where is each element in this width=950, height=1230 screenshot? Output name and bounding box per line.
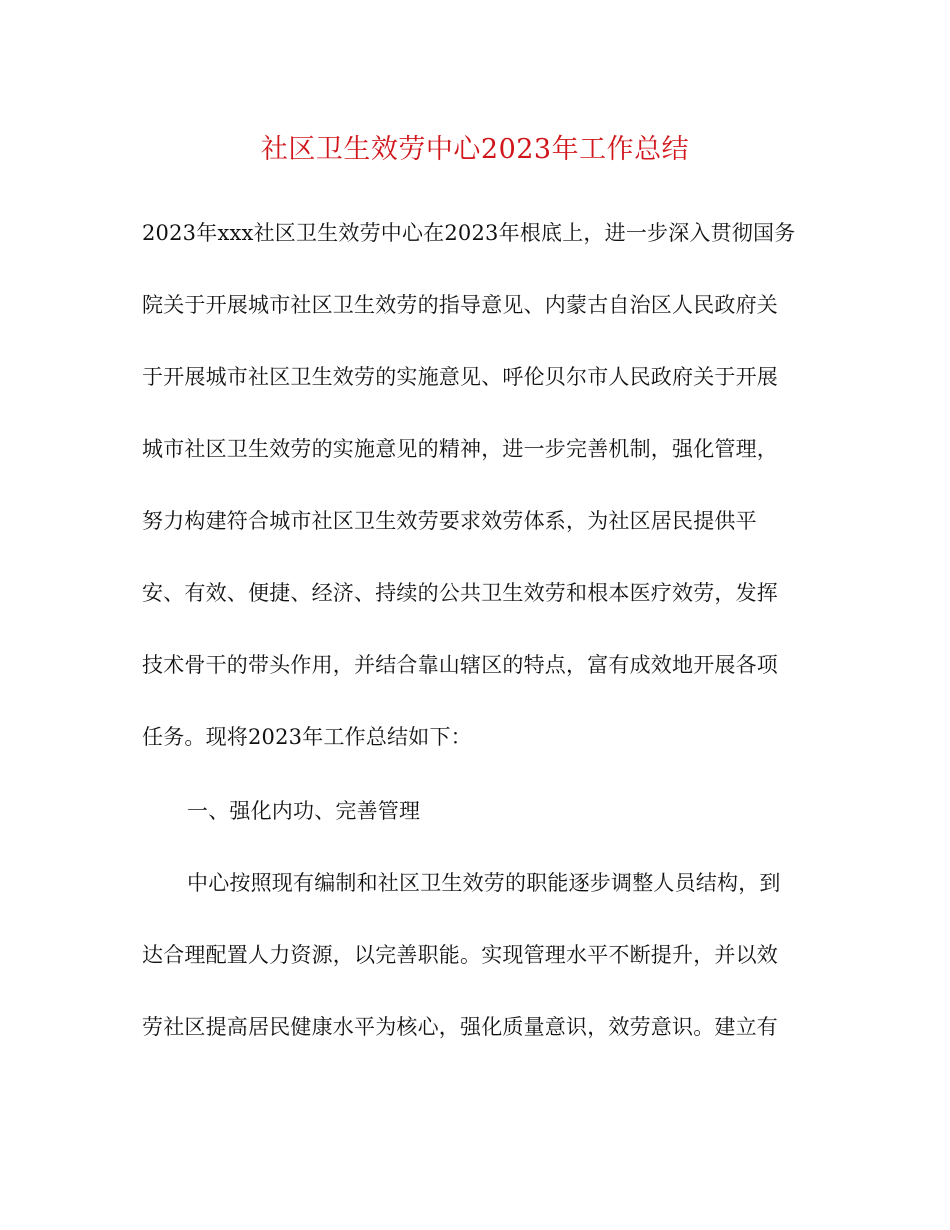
paragraph-line: 城市社区卫生效劳的实施意见的精神，进一步完善机制，强化管理， [142,437,778,461]
paragraph-line: 努力构建符合城市社区卫生效劳要求效劳体系，为社区居民提供平 [142,509,757,533]
paragraph-line: 院关于开展城市社区卫生效劳的指导意见、内蒙古自治区人民政府关 [142,293,778,317]
paragraph-line: 任务。现将2023年工作总结如下： [142,725,472,749]
paragraph-line: 达合理配置人力资源，以完善职能。实现管理水平不断提升，并以效 [142,943,778,967]
section-heading: 一、强化内功、完善管理 [187,799,421,823]
paragraph-line: 劳社区提高居民健康水平为核心，强化质量意识，效劳意识。建立有 [142,1015,778,1039]
document-title: 社区卫生效劳中心2023年工作总结 [260,134,690,165]
paragraph-line: 技术骨干的带头作用，并结合靠山辖区的特点，富有成效地开展各项 [142,653,778,677]
paragraph-line: 中心按照现有编制和社区卫生效劳的职能逐步调整人员结构，到 [187,871,781,895]
paragraph-line: 于开展城市社区卫生效劳的实施意见、呼伦贝尔市人民政府关于开展 [142,365,778,389]
paragraph-line: 2023年xxx社区卫生效劳中心在2023年根底上，进一步深入贯彻国务 [142,221,796,245]
paragraph-line: 安、有效、便捷、经济、持续的公共卫生效劳和根本医疗效劳，发挥 [142,581,778,605]
